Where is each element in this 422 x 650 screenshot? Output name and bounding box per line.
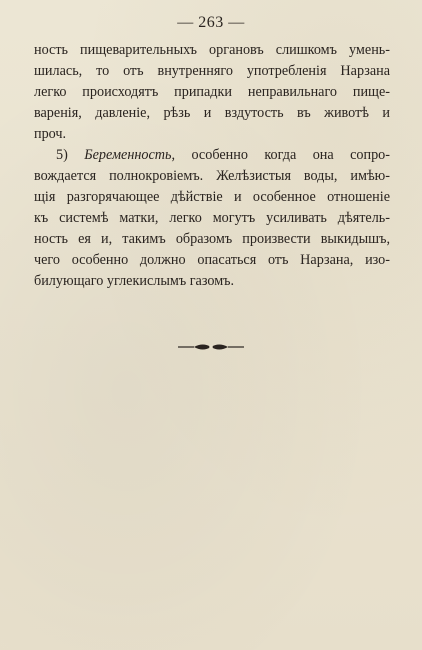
text-line: вождается полнокровіемъ. Желѣзистыя воды, имѣю- (34, 168, 390, 184)
paragraph-term: Беременность, (84, 147, 176, 163)
body-text (34, 40, 390, 292)
text-line: легко происходятъ припадки неправильнаго пище- (34, 84, 390, 100)
text-line: ность ея и, такимъ образомъ произвести выкидышъ, (34, 231, 390, 247)
text-line: варенія, давленіе, рѣзь и вздутость въ животѣ и (34, 105, 390, 121)
text-line: щія разгорячающее дѣйствіе и особенное отношеніе (34, 189, 390, 205)
typographic-ornament-icon (176, 341, 246, 353)
paragraph-number: 5) (56, 147, 68, 163)
page-number: — 263 — (177, 14, 245, 31)
text-line: ность пищеварительныхъ органовъ слишкомъ умень- (34, 42, 390, 58)
text-line: билующаго углекислымъ газомъ. (34, 273, 235, 289)
text-line: проч. (34, 126, 67, 142)
paragraph-heading-line (34, 145, 390, 166)
text-line: шилась, то отъ внутренняго употребленія Нарзана (34, 63, 390, 79)
paragraph-first-line-rest: особенно когда она сопро- (175, 147, 391, 163)
text-line: чего особенно должно опасаться отъ Нарзана, изо- (34, 252, 390, 268)
text-line: къ системѣ матки, легко могутъ усиливать дѣятель- (34, 210, 390, 226)
